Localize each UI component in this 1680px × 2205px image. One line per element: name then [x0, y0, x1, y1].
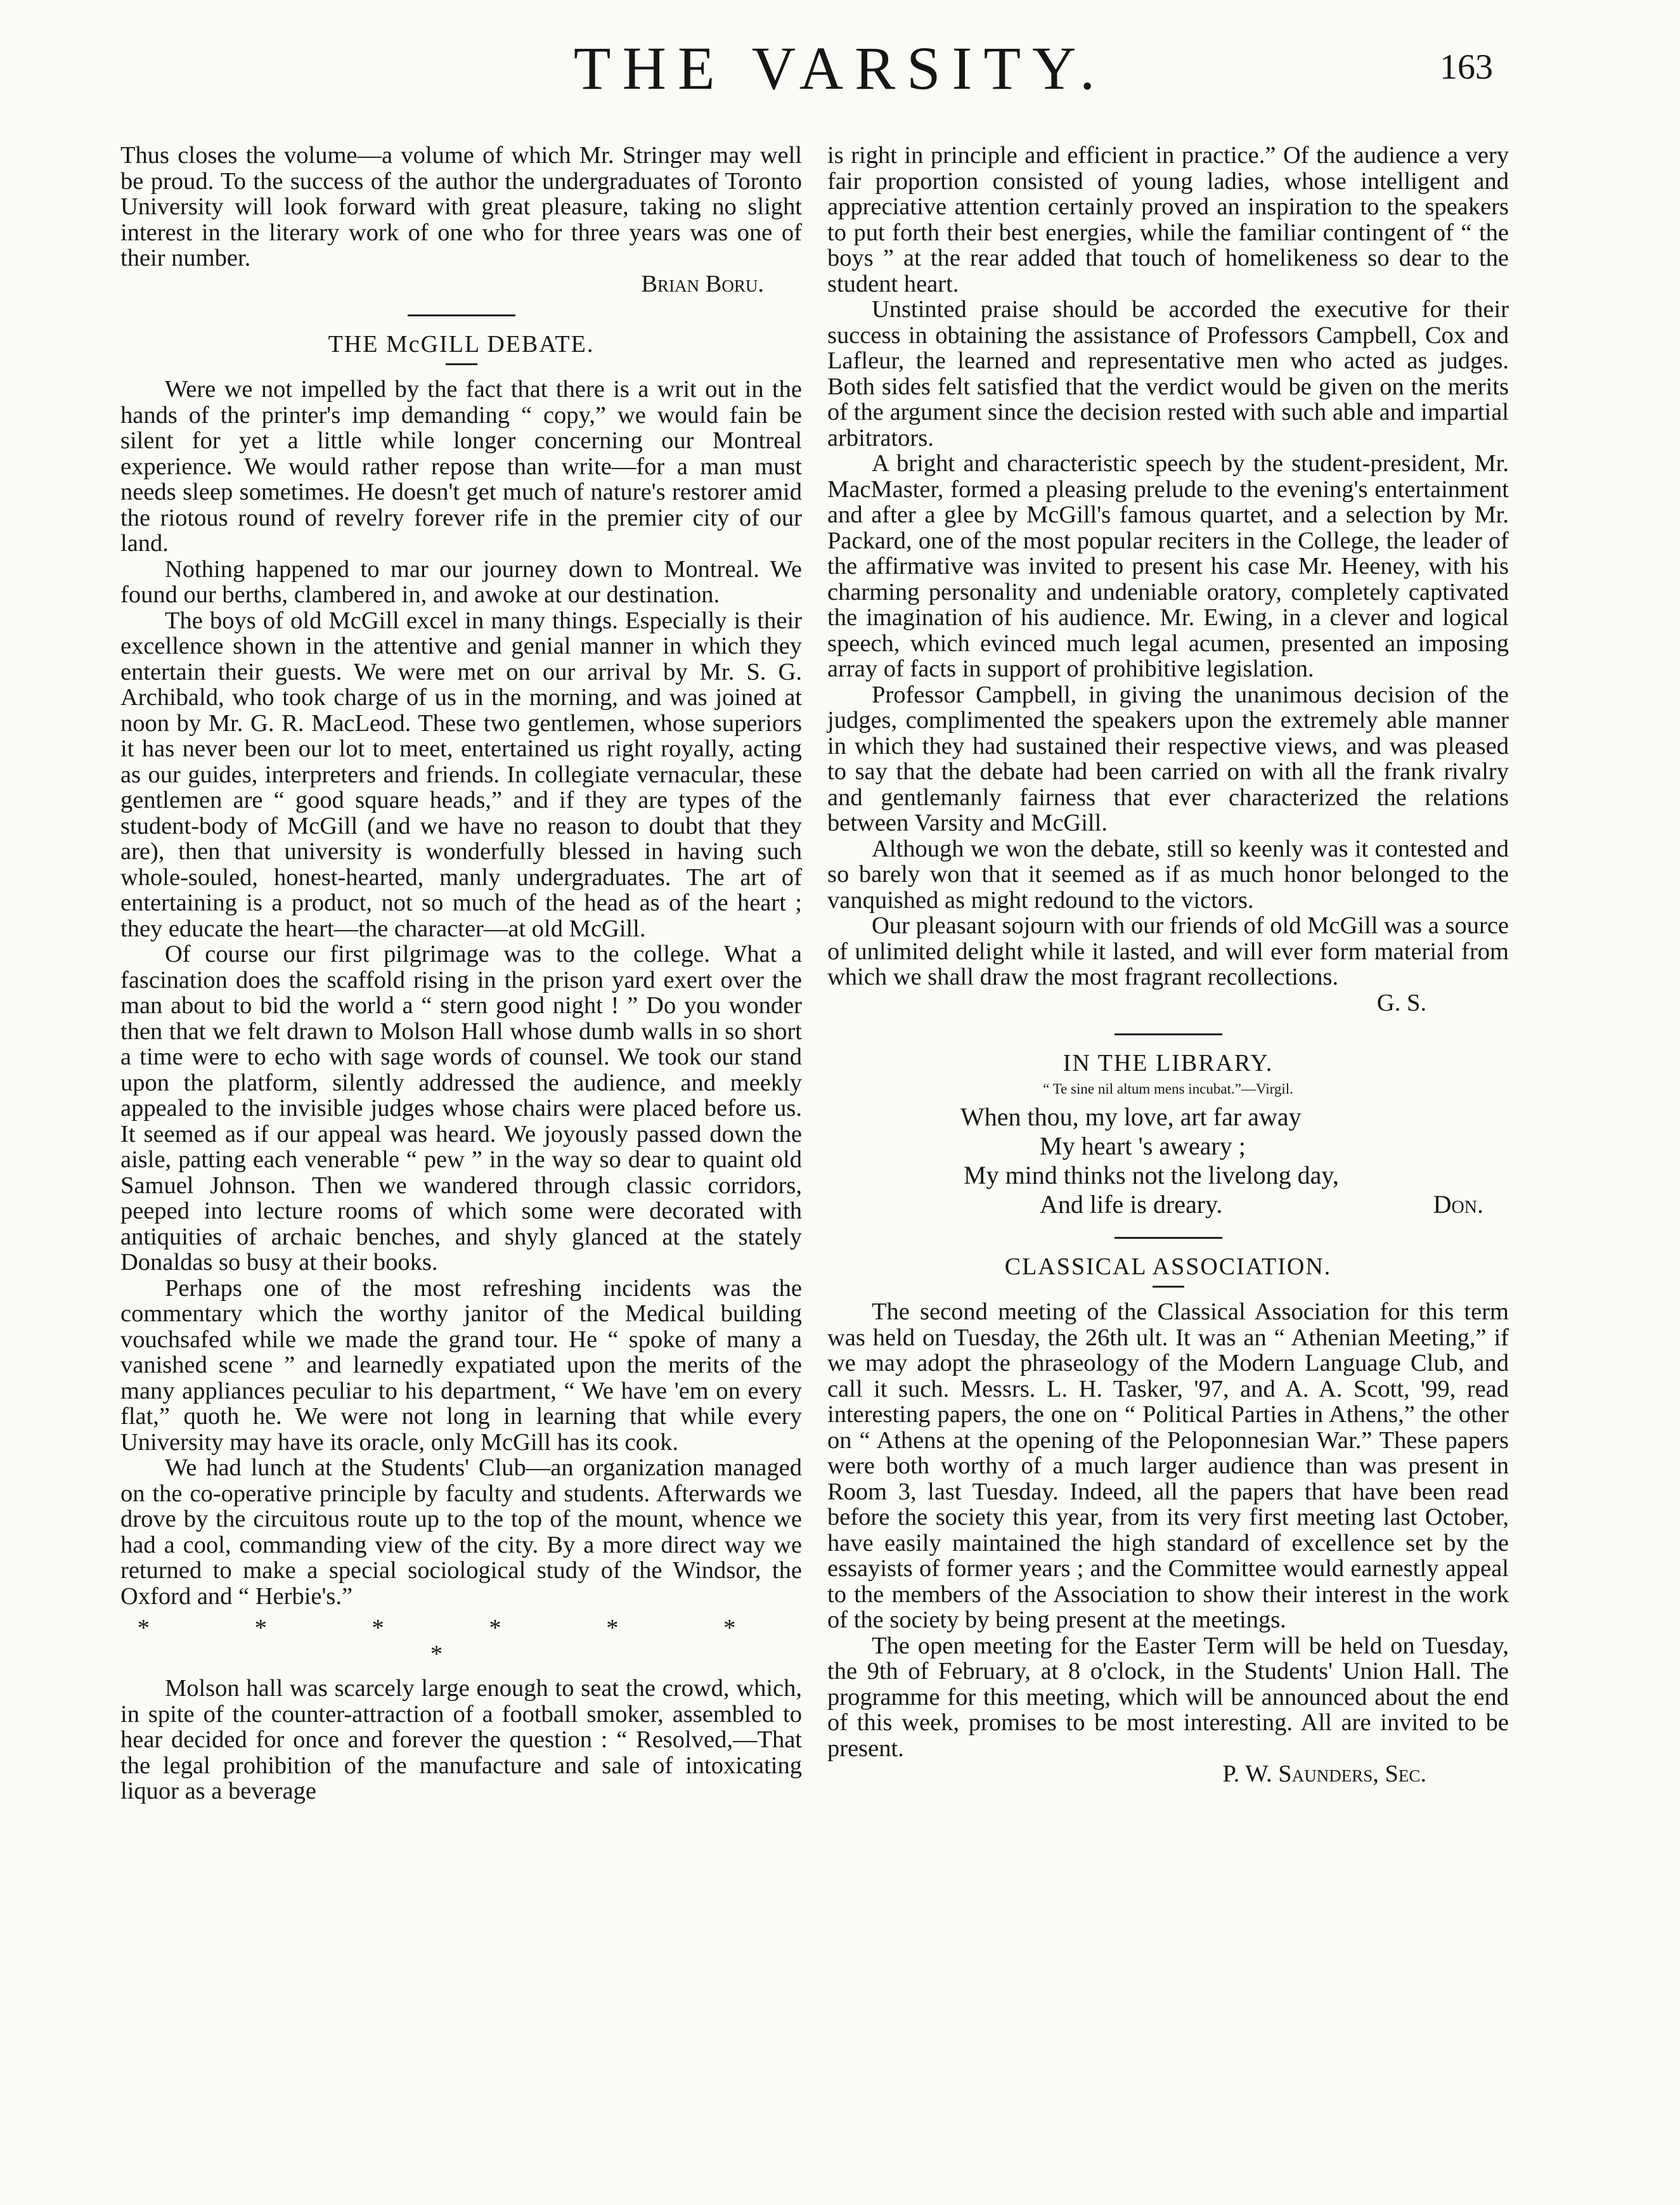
debate-signature: G. S. [1376, 989, 1426, 1016]
debate-paragraph: The boys of old McGill excel in many things. Especially is their excellence shown in the attentive and genial manner in which they entertain their guests. We were met on our arrival by Mr. S. G. Archibald, who took charge of us in the morning, and was joined at noon by Mr. G. R. MacLeod. These two gentlemen, whose superiors it has never been our lot to meet, entertained us right royally, acting as our guides, interpreters and friends. In collegiate vernacular, these gentlemen are “ good square heads,” and if they are types of the student-body of McGill (and we have no reason to doubt that they are), then that university is wonderfully blessed in having such whole-souled, honest-hearted, manly undergraduates. The art of entertaining is a product, not so much of the head as of the heart ; they educate the heart—the character—at old McGill. [120, 607, 802, 942]
debate-paragraph: Were we not impelled by the fact that there is a writ out in the hands of the printer's imp demanding “ copy,” we would fain be silent for yet a little while longer concerning our Montreal experience. We would rather repose than write—for a man must needs sleep sometimes. He doesn't get much of nature's restorer amid the riotous round of revelry forever rife in the premier city of our land. [120, 376, 802, 557]
poem-line: My mind thinks not the livelong day, [964, 1161, 1339, 1189]
title-underline [446, 363, 477, 365]
library-title: IN THE LIBRARY. [1063, 1050, 1274, 1077]
debate-paragraph: Nothing happened to mar our journey down to Montreal. We found our berths, clambered in, and awoke at our destination. [120, 555, 802, 608]
poem-line: And life is dreary. [1040, 1190, 1223, 1219]
title-underline [1153, 1286, 1184, 1288]
classical-association-title: CLASSICAL ASSOCIATION. [1004, 1253, 1332, 1280]
debate-paragraph: A bright and characteristic speech by the student-president, Mr. MacMaster, formed a pleasing prelude to the evening's entertainment and after a glee by McGill's famous quartet, and a selection by Mr. Packard, one of the most popular reciters in the College, the leader of the affirmative was invited to present his case Mr. Heeney, with his charming personality and undeniable oratory, completely captivated the imagination of his audience. Mr. Ewing, in a clever and logical speech, which evinced much legal acumen, presented an imposing array of facts in support of prohibitive legislation. [827, 450, 1509, 682]
poem-line: When thou, my love, art far away [960, 1102, 1302, 1131]
debate-paragraph: Our pleasant sojourn with our friends of old McGill was a source of unlimited delight while it lasted, and will ever form material from which we shall draw the most fragrant recollections. [827, 912, 1509, 990]
debate-paragraph: Although we won the debate, still so keenly was it contested and so barely won that it seemed as if as much honor belonged to the vanquished as might redound to the victors. [827, 835, 1509, 914]
intro-signature: Brian Boru. [641, 270, 764, 297]
section-stars: * * * * * * * [137, 1615, 785, 1667]
classical-paragraph: The second meeting of the Classical Association for this term was held on Tuesday, the 26th ult. It was an “ Athenian Meeting,” if we may adopt the phraseology of the Modern Language Club, and call it such. Messrs. L. H. Tasker, '97, and A. A. Scott, '99, read interesting papers, the one on “ Political Parties in Athens,” the other on “ Athens at the opening of the Peloponnesian War.” These papers were both worthy of a much larger audience than was present in Room 3, last Tuesday. Indeed, all the papers that have been read before the society this year, from its very first meeting last October, have easily maintained the high standard of excellence set by the essayists of former years ; and the Committee would earnestly appeal to the members of the Association to show their interest in the work of the society by being present at the meetings. [827, 1298, 1509, 1633]
debate-paragraph: Of course our first pilgrimage was to the college. What a fascination does the scaffold rising in the prison yard exert over the man about to bid the world a “ stern good night ! ” Do you wonder then that we felt drawn to Molson Hall whose dumb walls in so short a time were to echo with sage words of counsel. We took our stand upon the platform, silently addressed the audience, and meekly appealed to the invisible judges whose chairs were placed before us. It seemed as if our appeal was heard. We joyously passed down the aisle, patting each venerable “ pew ” in the way so dear to quaint old Samuel Johnson. Then we wandered through classic corridors, peeped into lecture rooms of which some were decorated with antiquities of archaic benches, and shyly glanced at the stately Donaldas so busy at their books. [120, 941, 802, 1276]
classical-signature: P. W. Saunders, Sec. [1222, 1761, 1426, 1787]
debate-paragraph: We had lunch at the Students' Club—an organization managed on the co-operative principle by faculty and students. Afterwards we drove by the circuitous route up to the top of the mount, whence we had a cool, commanding view of the city. By a more direct way we returned to make a special sociological study of the Windsor, the Oxford and “ Herbie's.” [120, 1454, 802, 1610]
section-divider [1115, 1033, 1222, 1035]
right-column [827, 143, 1509, 1787]
intro-paragraph: Thus closes the volume—a volume of which Mr. Stringer may well be proud. To the success of the author the undergraduates of Toronto University will look forward with great pleasure, taking no slight interest in the literary work of one who for three years was one of their number. [120, 142, 802, 271]
debate-paragraph: Professor Campbell, in giving the unanimous decision of the judges, complimented the speakers upon the extremely able manner in which they had sustained their respective views, and was pleased to say that the debate had been carried on with all the frank rivalry and gentlemanly fairness that ever characterized the relations between Varsity and McGill. [827, 681, 1509, 836]
classical-paragraph: The open meeting for the Easter Term will be held on Tuesday, the 9th of February, at 8 o'clock, in the Students' Union Hall. The programme for this meeting, which will be announced about the end of this week, promises to be most interesting. All are invited to be present. [827, 1632, 1509, 1762]
debate-paragraph-continued: is right in principle and efficient in practice.” Of the audience a very fair proportion consisted of young ladies, whose intelligent and appreciative attention certainly proved an inspiration to the speakers to put forth their best energies, while the familiar contingent of “ the boys ” at the rear added that touch of homelikeness so dear to the student heart. [827, 142, 1509, 297]
section-divider [408, 314, 515, 316]
page-number: 163 [1440, 48, 1493, 87]
debate-paragraph: Perhaps one of the most refreshing incidents was the commentary which the worthy janitor of the Medical building vouchsafed while we made the grand tour. He “ spoke of many a vanished scene ” and learnedly expatiated upon the merits of the many appliances peculiar to his department, “ We have 'em on every flat,” quoth he. We were not long in learning that while every University may have its oracle, only McGill has its cook. [120, 1274, 802, 1456]
section-divider [1115, 1237, 1222, 1239]
debate-paragraph: Molson hall was scarcely large enough to seat the crowd, which, in spite of the counter-attraction of a football smoker, assembled to hear decided for once and forever the question : “ Resolved,—That the legal prohibition of the manufacture and sale of intoxicating liquor as a beverage [120, 1675, 802, 1804]
poem-author: Don. [1433, 1190, 1483, 1219]
page-header [0, 33, 1680, 128]
left-column [120, 143, 802, 1804]
debate-paragraph: Unstinted praise should be accorded the executive for their success in obtaining the assistance of Professors Campbell, Cox and Lafleur, the learned and representative men who acted as judges. Both sides felt satisfied that the verdict would be given on the merits of the argument since the decision rested with such able and impartial arbitrators. [827, 296, 1509, 451]
mcgill-debate-title: THE McGILL DEBATE. [328, 331, 595, 358]
poem-line: My heart 's aweary ; [1040, 1132, 1246, 1160]
poem [827, 1102, 1509, 1219]
masthead-title: THE VARSITY. [573, 34, 1107, 102]
poem-epigraph: “ Te sine nil altum mens incubat.”—Virgil. [1043, 1081, 1293, 1097]
